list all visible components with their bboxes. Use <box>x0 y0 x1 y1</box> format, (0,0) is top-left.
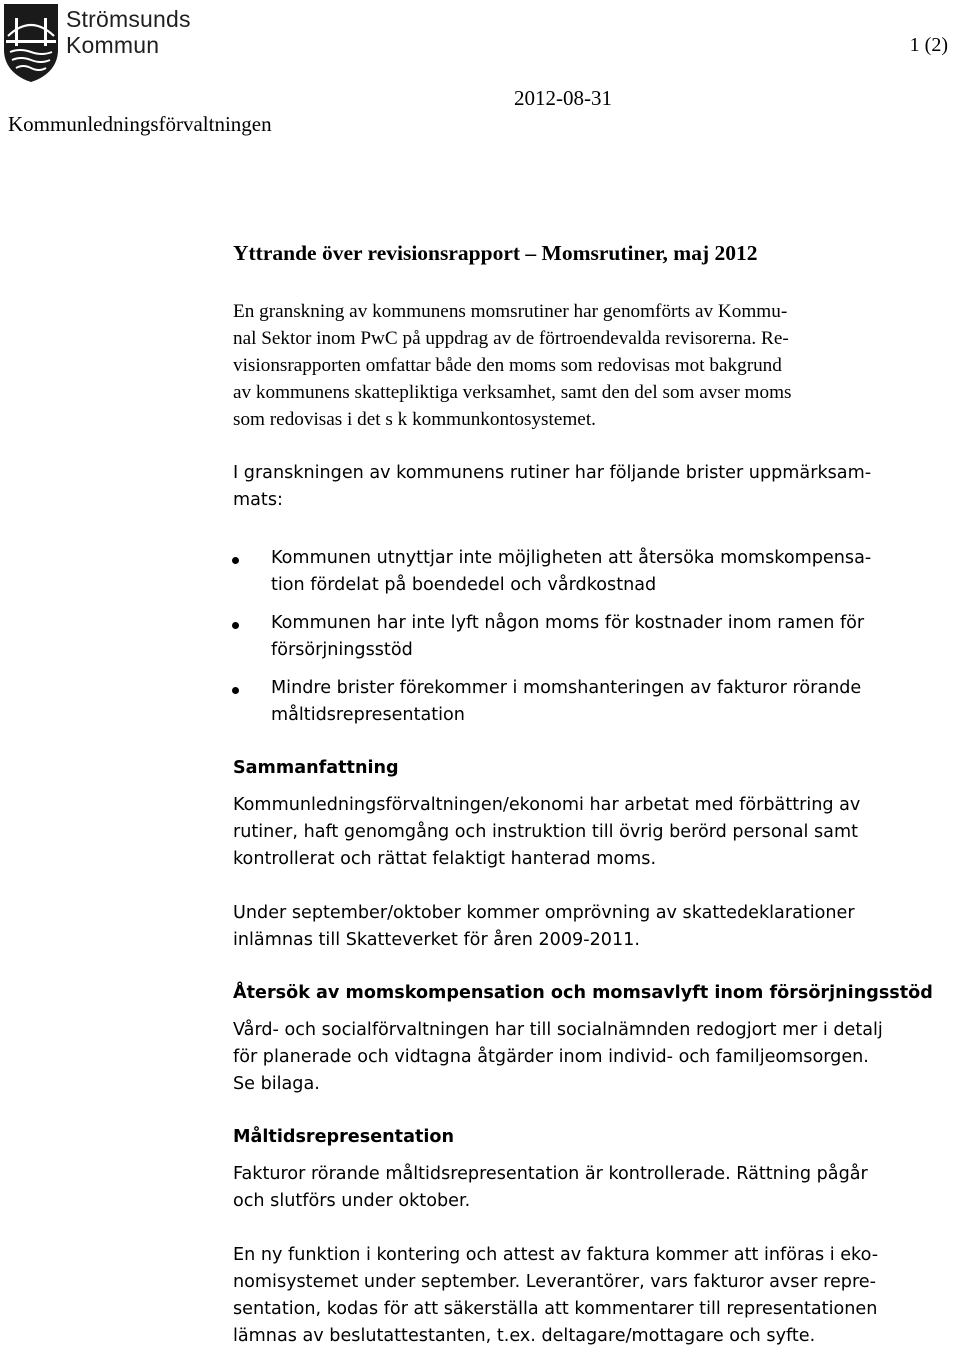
text-line: Fakturor rörande måltidsrepresentation är kontrollerade. Rättning pågår <box>233 1164 868 1184</box>
intro-paragraph <box>233 298 945 433</box>
text-line: Vård- och socialförvaltningen har till socialnämnden redogjort mer i detalj <box>233 1020 883 1040</box>
text-line: I granskningen av kommunens rutiner har följande brister uppmärksam- <box>233 463 872 483</box>
representation-paragraph-2 <box>233 1242 945 1350</box>
findings-list <box>233 545 945 729</box>
text-line: Se bilaga. <box>233 1074 320 1094</box>
text-line: måltidsrepresentation <box>271 705 465 725</box>
text-line: Kommunen har inte lyft någon moms för kostnader inom ramen för <box>271 613 865 633</box>
text-line: kontrollerat och rättat felaktigt hanterad moms. <box>233 849 657 869</box>
logo-text-line2: Kommun <box>66 32 160 58</box>
text-line: rutiner, haft genomgång och instruktion till övrig berörd personal samt <box>233 822 858 842</box>
recovery-paragraph <box>233 1017 945 1098</box>
list-item <box>233 610 945 664</box>
summary-paragraph-1 <box>233 792 945 873</box>
list-item <box>233 545 945 599</box>
text-line: av kommunens skattepliktiga verksamhet, samt den del som avser moms <box>233 382 792 403</box>
bullet-icon <box>232 557 239 564</box>
text-line: försörjningsstöd <box>271 640 413 660</box>
list-item <box>233 675 945 729</box>
text-line: Kommunledningsförvaltningen/ekonomi har arbetat med förbättring av <box>233 795 861 815</box>
document-body <box>233 238 945 1350</box>
text-line: och slutförs under oktober. <box>233 1191 471 1211</box>
text-line: för planerade och vidtagna åtgärder inom individ- och familjeomsorgen. <box>233 1047 869 1067</box>
findings-intro <box>233 460 945 514</box>
text-line: som redovisas i det s k kommunkontosystemet. <box>233 409 596 430</box>
text-line: sentation, kodas för att säkerställa att kommentarer till representationen <box>233 1299 878 1319</box>
document-title: Yttrande över revisionsrapport – Momsrutiner, maj 2012 <box>233 241 758 265</box>
text-line: lämnas av beslutattestanten, t.ex. deltagare/mottagare och syfte. <box>233 1326 816 1346</box>
bridge-crest-icon <box>2 2 60 84</box>
text-line: Under september/oktober kommer omprövning av skattedeklarationer <box>233 903 855 923</box>
text-line: visionsrapporten omfattar både den moms som redovisas mot bakgrund <box>233 355 782 376</box>
document-date: 2012-08-31 <box>514 86 612 110</box>
text-line: nal Sektor inom PwC på uppdrag av de förtroendevalda revisorerna. Re- <box>233 328 789 349</box>
department-name: Kommunledningsförvaltningen <box>8 112 272 136</box>
text-line: mats: <box>233 490 283 510</box>
section-heading-representation: Måltidsrepresentation <box>233 1127 454 1147</box>
logo-text-line1: Strömsunds <box>66 6 191 32</box>
page-number: 1 (2) <box>909 34 948 56</box>
summary-paragraph-2 <box>233 900 945 954</box>
text-line: Kommunen utnyttjar inte möjligheten att återsöka momskompensa- <box>271 548 872 568</box>
text-line: inlämnas till Skatteverket för åren 2009-2011. <box>233 930 640 950</box>
text-line: tion fördelat på boendedel och vårdkostnad <box>271 575 657 595</box>
bullet-icon <box>232 687 239 694</box>
section-heading-recovery: Återsök av momskompensation och momsavlyft inom försörjningsstöd <box>233 983 933 1003</box>
representation-paragraph-1 <box>233 1161 945 1215</box>
text-line: nomisystemet under september. Leverantörer, vars fakturor avser repre- <box>233 1272 876 1292</box>
section-heading-summary: Sammanfattning <box>233 758 399 778</box>
text-line: En ny funktion i kontering och attest av faktura kommer att införas i eko- <box>233 1245 879 1265</box>
text-line: Mindre brister förekommer i momshanteringen av fakturor rörande <box>271 678 862 698</box>
bullet-icon <box>232 622 239 629</box>
text-line: En granskning av kommunens momsrutiner har genomförts av Kommu- <box>233 301 788 322</box>
